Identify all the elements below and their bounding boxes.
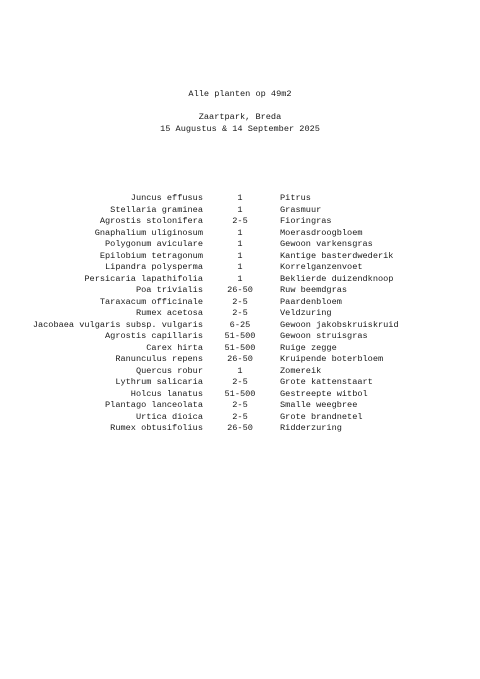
latin-name: Juncus effusus (130, 193, 203, 203)
latin-name: Agrostis stolonifera (99, 216, 203, 226)
abundance: 2-5 (232, 308, 248, 318)
latin-name: Quercus robur (135, 365, 203, 376)
latin-name: Stellaria graminea (110, 204, 203, 215)
table-row (0, 354, 480, 366)
abundance: 2-5 (232, 400, 248, 410)
latin-name: Jacobaea vulgaris subsp. vulgaris (32, 319, 203, 330)
table-row (0, 423, 480, 435)
dutch-name: Pitrus (280, 193, 311, 203)
abundance: 2-5 (232, 296, 248, 307)
abundance: 51-500 (224, 388, 256, 399)
table-row (0, 331, 480, 343)
document-location: Zaartpark, Breda (198, 112, 282, 122)
abundance: 2-5 (232, 216, 248, 226)
dutch-name: Zomereik (280, 365, 322, 376)
table-row (0, 308, 480, 320)
table-row (0, 366, 480, 378)
dutch-name: Fioringras (280, 216, 332, 226)
dutch-name: Grote brandnetel (280, 411, 363, 422)
table-row (0, 343, 480, 355)
table-row (0, 193, 480, 205)
document-title: Alle planten op 49m2 (188, 89, 292, 99)
latin-name: Taraxacum officinale (99, 296, 203, 307)
latin-name: Agrostis capillaris (105, 331, 203, 341)
abundance: 2-5 (232, 411, 248, 422)
latin-name: Ranunculus repens (115, 354, 203, 364)
dutch-name: Kruipende boterbloem (280, 354, 384, 364)
plant-table (0, 193, 480, 435)
table-row (0, 262, 480, 274)
dutch-name: Moerasdroogbloem (280, 227, 363, 238)
table-row (0, 389, 480, 401)
table-row (0, 239, 480, 251)
dutch-name: Ridderzuring (280, 423, 342, 433)
abundance: 1 (237, 250, 243, 261)
latin-name: Lipandra polysperma (105, 262, 203, 272)
abundance: 1 (237, 193, 243, 203)
latin-name: Polygonum aviculare (105, 239, 203, 249)
dutch-name: Gewoon struisgras (280, 331, 368, 341)
latin-name: Lythrum salicaria (115, 377, 203, 387)
dutch-name: Gewoon varkensgras (280, 239, 373, 249)
table-row (0, 205, 480, 217)
abundance: 26-50 (227, 285, 253, 295)
abundance: 1 (237, 365, 243, 376)
dutch-name: Gewoon jakobskruiskruid (280, 319, 399, 330)
dutch-name: Kantige basterdwederik (280, 250, 394, 261)
latin-name: Plantago lanceolata (105, 400, 203, 410)
abundance: 1 (237, 273, 243, 284)
abundance: 26-50 (227, 423, 253, 433)
dutch-name: Grasmuur (280, 204, 322, 215)
dutch-name: Korrelganzenvoet (280, 262, 363, 272)
table-row (0, 412, 480, 424)
table-row (0, 285, 480, 297)
latin-name: Persicaria lapathifolia (84, 273, 203, 284)
table-row (0, 251, 480, 263)
table-row (0, 320, 480, 332)
abundance: 1 (237, 262, 243, 272)
abundance: 2-5 (232, 377, 248, 387)
dutch-name: Ruige zegge (280, 342, 337, 353)
latin-name: Rumex acetosa (135, 308, 203, 318)
latin-name: Holcus lanatus (130, 388, 203, 399)
abundance: 6-25 (229, 319, 251, 330)
latin-name: Poa trivialis (135, 285, 203, 295)
abundance: 26-50 (227, 354, 253, 364)
latin-name: Epilobium tetragonum (99, 250, 203, 261)
abundance: 1 (237, 227, 243, 238)
table-row (0, 377, 480, 389)
dutch-name: Beklierde duizendknoop (280, 273, 394, 284)
dutch-name: Gestreepte witbol (280, 388, 368, 399)
table-row (0, 274, 480, 286)
latin-name: Gnaphalium uliginosum (94, 227, 203, 238)
abundance: 51-500 (224, 331, 256, 341)
latin-name: Urtica dioica (135, 411, 203, 422)
table-row (0, 216, 480, 228)
dutch-name: Ruw beemdgras (280, 285, 348, 295)
table-row (0, 297, 480, 309)
latin-name: Carex hirta (146, 342, 203, 353)
dutch-name: Smalle weegbree (280, 400, 358, 410)
latin-name: Rumex obtusifolius (110, 423, 203, 433)
dutch-name: Veldzuring (280, 308, 332, 318)
abundance: 51-500 (224, 342, 256, 353)
document-dates: 15 Augustus & 14 September 2025 (160, 124, 320, 134)
table-row (0, 400, 480, 412)
abundance: 1 (237, 204, 243, 215)
abundance: 1 (237, 239, 243, 249)
dutch-name: Grote kattenstaart (280, 377, 373, 387)
dutch-name: Paardenbloem (280, 296, 342, 307)
table-row (0, 228, 480, 240)
